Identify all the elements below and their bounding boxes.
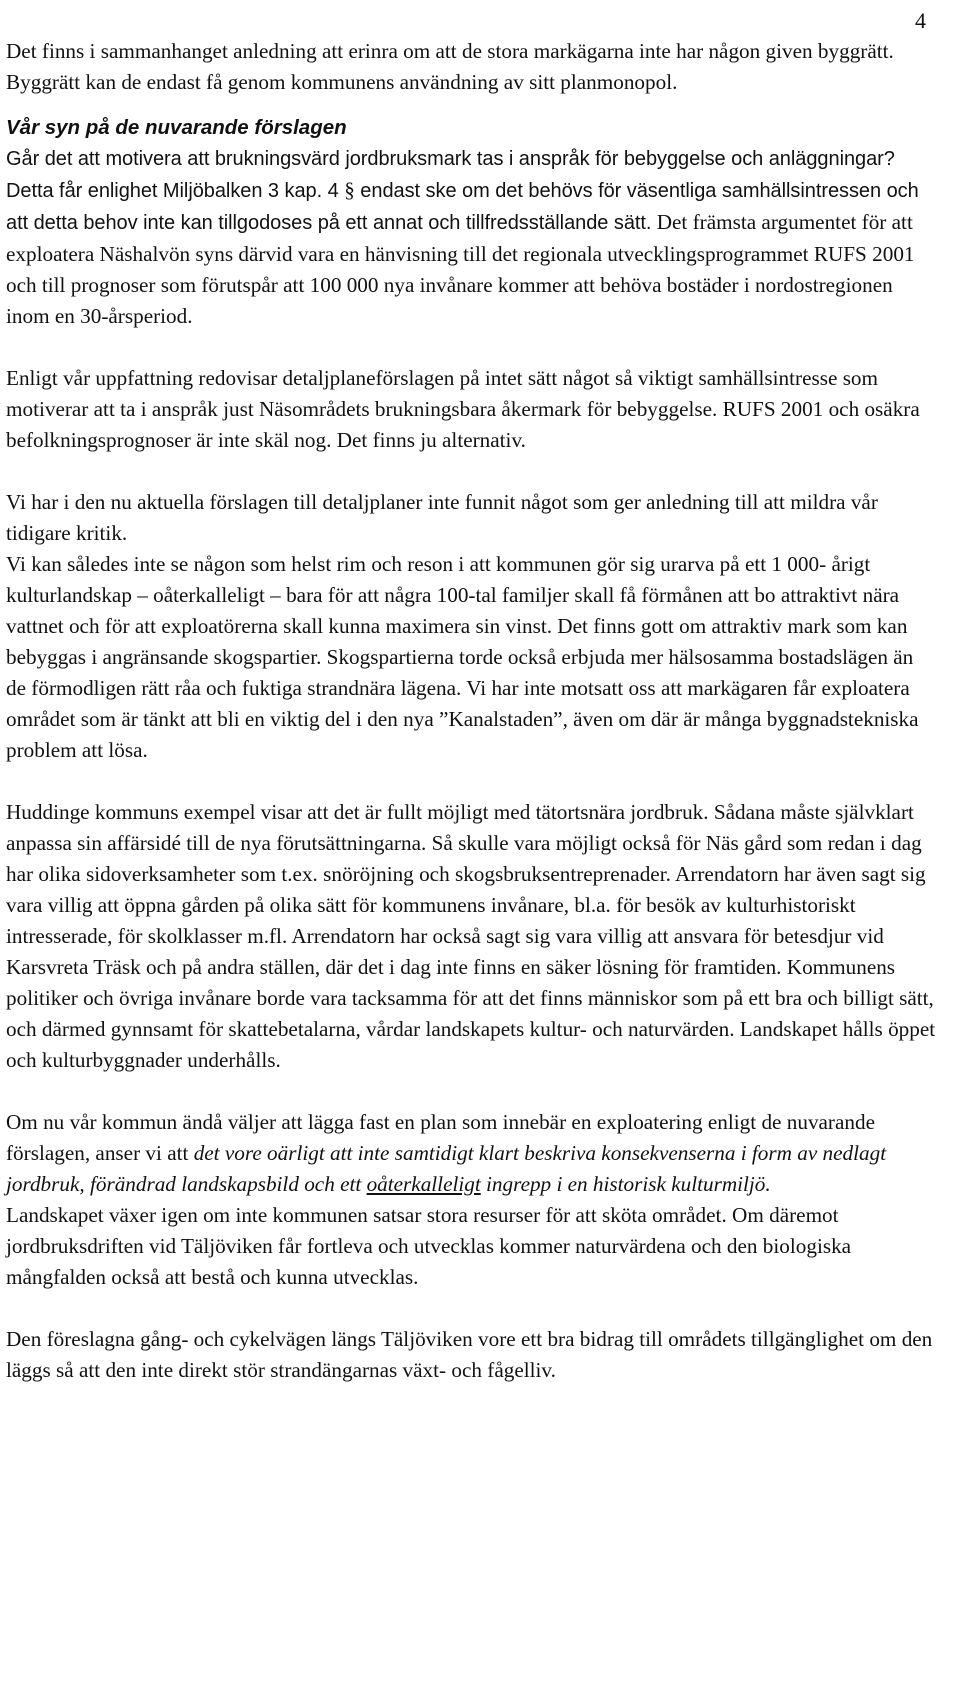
paragraph-landscape: Landskapet växer igen om inte kommunen satsar stora resurser för att sköta området. Om däremot jordbruksdriften vid Täljöviken får fortleva och utvecklas kommer naturvärdena och den biologiska mångfalden också att bestå och kunna utvecklas. <box>6 1203 852 1289</box>
paragraph-exploitation-italic-end: ingrepp i en historisk kulturmiljö. <box>480 1172 771 1196</box>
paragraph-arguments-part-2: endast ske om det behövs för väsentliga samhällsintressen och att detta behov inte kan tillgodoses på ett annat och tillfredsställande sätt. <box>6 180 919 234</box>
paragraph-opinion: Enligt vår uppfattning redovisar detaljplaneförslagen på intet sätt något så viktigt samhällsintresse som motiverar att ta i anspråk just Näsområdets brukningsbara åkermark för bebyggelse. RUFS 2001 och osäkra befolkningsprognoser är inte skäl nog. Det finns ju alternativ. <box>6 366 920 452</box>
paragraph-criticism: Vi har i den nu aktuella förslagen till detaljplaner inte funnit något som ger anledning till att mildra vår tidigare kritik. <box>6 490 878 545</box>
document-body <box>6 36 936 1386</box>
paragraph-arguments-part-3: Det främsta argumentet för att exploatera Näshalvön syns därvid vara en hänvisning till det regionala utvecklingsprogrammet RUFS 2001 och till prognoser som förutspår att 100 000 nya invånare kommer att behöva bostäder i nordostregionen inom en 30-årsperiod. <box>6 210 915 328</box>
paragraph-cultural-landscape: Vi kan således inte se någon som helst rim och reson i att kommunen gör sig urarva på ett 1 000- årigt kulturlandskap – oåterkalleligt – bara för att några 100-tal familjer skall få förmånen att bo attraktivt nära vattnet och för att exploatörerna skall kunna maximera sin vinst. Det finns gott om attraktiv mark som kan bebyggas i angränsande skogspartier. Skogspartierna torde också erbjuda mer hälsosamma bostadslägen än de förmodligen rätt råa och fuktiga strandnära lägena. Vi har inte motsatt oss att markägaren får exploatera området som är tänkt att bli en viktig del i den nya ”Kanalstaden”, även om där är många byggnadstekniska problem att lösa. <box>6 552 919 762</box>
paragraph-exploitation-part-1: Om nu vår kommun ändå väljer att lägga fast en plan som innebär en exploatering enligt de nuvarande förslagen, anser vi att <box>6 1110 875 1165</box>
page-number: 4 <box>915 8 926 33</box>
section-heading: Vår syn på de nuvarande förslagen <box>6 116 347 139</box>
paragraph-exploitation-italic: det vore oärligt att inte samtidigt klart beskriva konsekvenserna i form av nedlagt jordbruk, förändrad landskapsbild och ett <box>6 1141 887 1196</box>
paragraph-arguments-part-1: Går det att motivera att brukningsvärd jordbruksmark tas i anspråk för bebyggelse och anläggningar? Detta får enlighet Miljöbalken 3 kap. 4 <box>6 148 895 202</box>
paragraph-huddinge-example: Huddinge kommuns exempel visar att det är fullt möjligt med tätortsnära jordbruk. Sådana måste självklart anpassa sin affärsidé till de nya förutsättningarna. Så skulle vara möjligt också för Näs gård som redan i dag har olika sidoverksamheter som t.ex. snöröjning och skogsbruksentreprenader. Arrendatorn har även sagt sig vara villig att öppna gården på olika sätt för kommunens invånare, bl.a. för besök av kulturhistoriskt intresserade, för skolklasser m.fl. Arrendatorn har också sagt sig vara villig att ansvara för betesdjur vid Karsvreta Träsk och på andra ställen, där det i dag inte finns en säker lösning för framtiden. Kommunens politiker och övriga invånare borde vara tacksamma för att det finns människor som på ett bra och billigt sätt, och därmed gynnsamt för skattebetalarna, vårdar landskapets kultur- och naturvärden. Landskapet hålls öppet och kulturbyggnader underhålls. <box>6 800 936 1072</box>
paragraph-cycle-path: Den föreslagna gång- och cykelvägen längs Täljöviken vore ett bra bidrag till områdets tillgänglighet om den läggs så att den inte direkt stör strandängarnas växt- och fågelliv. <box>6 1327 933 1382</box>
paragraph-exploitation-underlined: oåterkalleligt <box>366 1172 481 1196</box>
paragraph-arguments <box>6 143 936 332</box>
section-sign: § <box>344 178 355 202</box>
paragraph-intro: Det finns i sammanhanget anledning att erinra om att de stora markägarna inte har någon given byggrätt. Byggrätt kan de endast få genom kommunens användning av sitt planmonopol. <box>6 39 894 94</box>
paragraph-exploitation <box>6 1107 936 1200</box>
